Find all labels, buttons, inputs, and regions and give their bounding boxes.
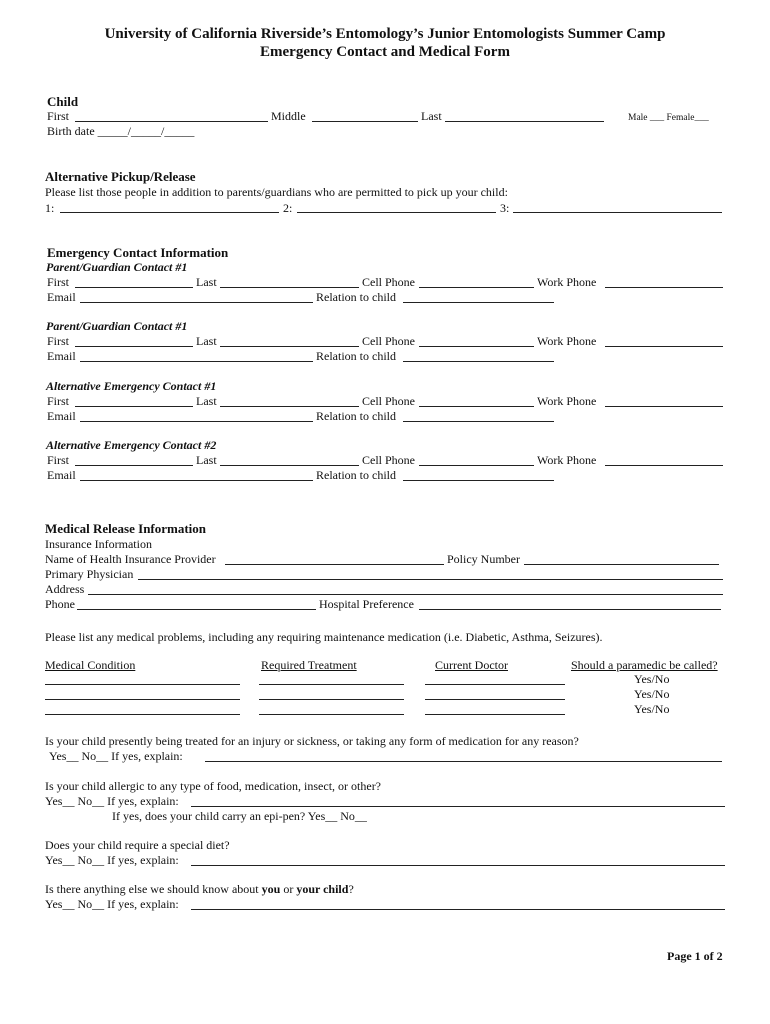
contact-last-label: Last — [196, 334, 217, 348]
contact-first-field[interactable] — [75, 465, 193, 466]
contact-work-field[interactable] — [605, 346, 723, 347]
contact-block-4 — [0, 438, 770, 484]
question-anything-else-prefix: Is there anything else we should know about — [45, 882, 262, 896]
child-heading: Child — [47, 94, 79, 109]
child-first-field[interactable] — [75, 121, 268, 122]
child-birth-date[interactable]: Birth date _____/_____/_____ — [47, 124, 195, 138]
child-middle-label: Middle — [271, 109, 306, 123]
child-last-label: Last — [421, 109, 442, 123]
question-anything-else-you: you — [261, 882, 281, 896]
contact-work-field[interactable] — [605, 406, 723, 407]
contact-first-field[interactable] — [75, 287, 193, 288]
contact-relation-field[interactable] — [403, 480, 554, 481]
column-medical-condition: Medical Condition — [45, 658, 136, 672]
child-last-field[interactable] — [445, 121, 604, 122]
question-anything-else-or: or — [280, 882, 297, 896]
contact-block-2 — [0, 319, 770, 365]
pickup-2-field[interactable] — [297, 212, 496, 213]
medical-list-prompt: Please list any medical problems, including any requiring maintenance medication (i.e. Diabetic, Asthma, Seizures). — [45, 630, 603, 644]
contact-email-label: Email — [47, 290, 76, 304]
contact-last-label: Last — [196, 453, 217, 467]
doctor-field[interactable] — [425, 714, 565, 715]
question-epipen[interactable]: If yes, does your child carry an epi-pen? Yes__ No__ — [112, 809, 367, 823]
contact-last-field[interactable] — [220, 465, 359, 466]
contact-email-field[interactable] — [80, 361, 313, 362]
contact-first-label: First — [47, 453, 70, 467]
contact-cell-label: Cell Phone — [362, 453, 415, 467]
contact-title: Alternative Emergency Contact #1 — [46, 379, 217, 393]
question-diet-explain-field[interactable] — [191, 865, 725, 866]
hospital-label: Hospital Preference — [319, 597, 414, 611]
pickup-3-label: 3: — [500, 201, 510, 215]
contact-cell-field[interactable] — [419, 287, 534, 288]
condition-field[interactable] — [45, 714, 240, 715]
contact-work-field[interactable] — [605, 465, 723, 466]
contact-email-label: Email — [47, 349, 76, 363]
contact-first-field[interactable] — [75, 406, 193, 407]
emergency-heading: Emergency Contact Information — [47, 245, 229, 260]
contact-relation-field[interactable] — [403, 421, 554, 422]
child-first-label: First — [47, 109, 70, 123]
question-anything-else-suffix: ? — [348, 882, 354, 896]
contact-relation-label: Relation to child — [316, 409, 396, 423]
contact-email-field[interactable] — [80, 480, 313, 481]
pickup-1-field[interactable] — [60, 212, 279, 213]
contact-title: Parent/Guardian Contact #1 — [46, 260, 188, 274]
contact-cell-field[interactable] — [419, 465, 534, 466]
question-anything-else-answer-label: Yes__ No__ If yes, explain: — [45, 897, 179, 911]
contact-last-label: Last — [196, 275, 217, 289]
paramedic-yes-no[interactable]: Yes/No — [634, 687, 670, 701]
contact-email-label: Email — [47, 468, 76, 482]
contact-first-label: First — [47, 394, 70, 408]
contact-first-label: First — [47, 334, 70, 348]
contact-work-field[interactable] — [605, 287, 723, 288]
pickup-heading: Alternative Pickup/Release — [45, 169, 196, 184]
policy-number-field[interactable] — [524, 564, 719, 565]
question-diet-answer-label: Yes__ No__ If yes, explain: — [45, 853, 179, 867]
child-middle-field[interactable] — [312, 121, 418, 122]
contact-email-field[interactable] — [80, 302, 313, 303]
physician-label: Primary Physician — [45, 567, 134, 581]
treatment-field[interactable] — [259, 714, 404, 715]
address-label: Address — [45, 582, 85, 596]
question-treatment-explain-field[interactable] — [205, 761, 722, 762]
condition-field[interactable] — [45, 699, 240, 700]
contact-first-field[interactable] — [75, 346, 193, 347]
contact-last-field[interactable] — [220, 346, 359, 347]
contact-cell-label: Cell Phone — [362, 334, 415, 348]
question-anything-else-explain-field[interactable] — [191, 909, 725, 910]
pickup-1-label: 1: — [45, 201, 55, 215]
contact-relation-field[interactable] — [403, 361, 554, 362]
question-treatment-answer-label: Yes__ No__ If yes, explain: — [49, 749, 183, 763]
paramedic-yes-no[interactable]: Yes/No — [634, 672, 670, 686]
page-number: Page 1 of 2 — [667, 949, 723, 963]
paramedic-yes-no[interactable]: Yes/No — [634, 702, 670, 716]
pickup-instructions: Please list those people in addition to parents/guardians who are permitted to pick up your child: — [45, 185, 508, 199]
contact-first-label: First — [47, 275, 70, 289]
contact-cell-label: Cell Phone — [362, 394, 415, 408]
phone-field[interactable] — [77, 609, 316, 610]
contact-cell-label: Cell Phone — [362, 275, 415, 289]
doctor-field[interactable] — [425, 699, 565, 700]
question-anything-else-child: your child — [296, 882, 349, 896]
contact-work-label: Work Phone — [537, 453, 597, 467]
physician-field[interactable] — [138, 579, 723, 580]
form-title-line1: University of California Riverside’s Entomology’s Junior Entomologists Summer Camp — [104, 26, 666, 42]
pickup-3-field[interactable] — [513, 212, 722, 213]
form-title-line2: Emergency Contact and Medical Form — [260, 44, 510, 60]
column-current-doctor: Current Doctor — [435, 658, 508, 672]
medical-heading: Medical Release Information — [45, 521, 207, 536]
contact-relation-field[interactable] — [403, 302, 554, 303]
column-paramedic: Should a paramedic be called? — [571, 658, 718, 672]
question-diet: Does your child require a special diet? — [45, 838, 230, 852]
pickup-2-label: 2: — [283, 201, 293, 215]
contact-title: Parent/Guardian Contact #1 — [46, 319, 188, 333]
contact-email-label: Email — [47, 409, 76, 423]
question-allergy: Is your child allergic to any type of food, medication, insect, or other? — [45, 779, 382, 793]
doctor-field[interactable] — [425, 684, 565, 685]
question-treatment: Is your child presently being treated for an injury or sickness, or taking any form of medication for any reason? — [45, 734, 579, 748]
contact-block-1 — [0, 260, 770, 306]
contact-title: Alternative Emergency Contact #2 — [46, 438, 217, 452]
question-allergy-answer-label: Yes__ No__ If yes, explain: — [45, 794, 179, 808]
contact-work-label: Work Phone — [537, 275, 597, 289]
question-anything-else — [45, 882, 354, 896]
contact-email-field[interactable] — [80, 421, 313, 422]
address-field[interactable] — [88, 594, 723, 595]
contact-last-field[interactable] — [220, 287, 359, 288]
contact-work-label: Work Phone — [537, 334, 597, 348]
child-gender[interactable]: Male ___ Female___ — [628, 113, 709, 123]
contact-block-3 — [0, 379, 770, 425]
insurance-provider-label: Name of Health Insurance Provider — [45, 552, 216, 566]
contact-cell-field[interactable] — [419, 406, 534, 407]
contact-last-label: Last — [196, 394, 217, 408]
contact-relation-label: Relation to child — [316, 290, 396, 304]
contact-work-label: Work Phone — [537, 394, 597, 408]
condition-field[interactable] — [45, 684, 240, 685]
policy-number-label: Policy Number — [447, 552, 520, 566]
question-allergy-explain-field[interactable] — [191, 806, 725, 807]
treatment-field[interactable] — [259, 699, 404, 700]
contact-relation-label: Relation to child — [316, 468, 396, 482]
insurance-info-label: Insurance Information — [45, 537, 152, 551]
insurance-provider-field[interactable] — [225, 564, 444, 565]
hospital-field[interactable] — [419, 609, 721, 610]
contact-last-field[interactable] — [220, 406, 359, 407]
treatment-field[interactable] — [259, 684, 404, 685]
phone-label: Phone — [45, 597, 75, 611]
column-required-treatment: Required Treatment — [261, 658, 357, 672]
contact-cell-field[interactable] — [419, 346, 534, 347]
contact-relation-label: Relation to child — [316, 349, 396, 363]
